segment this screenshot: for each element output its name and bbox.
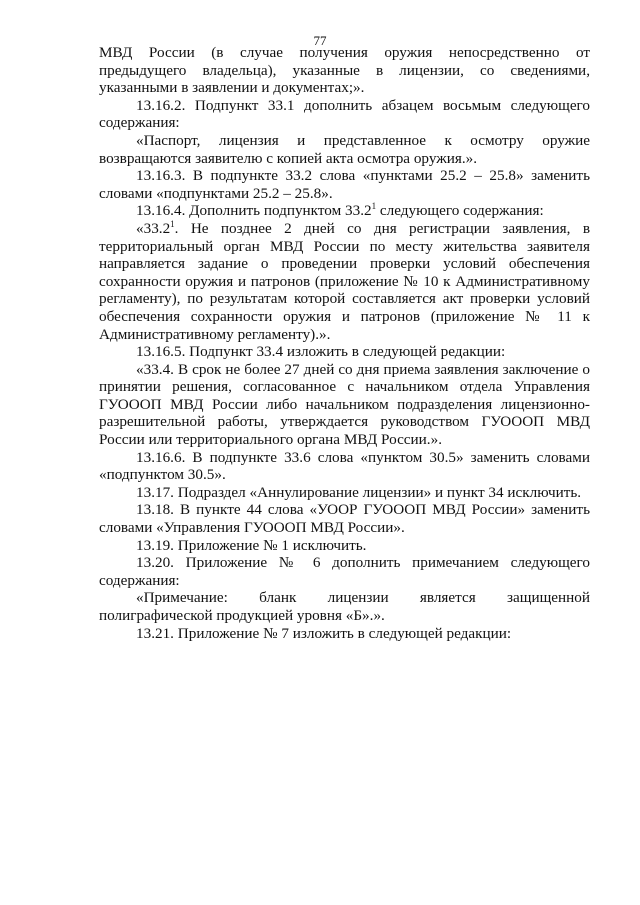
paragraph-continuation: МВД России (в случае получения оружия непосредственно от предыдущего владельца), указанные в лицензии, со сведениями, указанными в заявлении и документах;». <box>99 44 590 97</box>
paragraph-quote-note: «Примечание: бланк лицензии является защищенной полиграфической продукцией уровня «Б».». <box>99 589 590 624</box>
paragraph-13-21: 13.21. Приложение № 7 изложить в следующей редакции: <box>136 624 512 642</box>
paragraph-quote-passport: «Паспорт, лицензия и представленное к осмотру оружие возвращаются заявителю с копией акта осмотра оружия.». <box>99 131 590 167</box>
paragraph-13-16-3: 13.16.3. В подпункте 33.2 слова «пунктами 25.2 – 25.8» заменить словами «подпунктами 25.2 – 25.8». <box>99 167 590 202</box>
paragraph-quote-33-4: «33.4. В срок не более 27 дней со дня приема заявления заключение о принятии решения, согласованное с начальником отдела Управления ГУОООП МВД России либо начальником подразделения лицензионно-разрешительной работы, утверждается руководством ГУОООП МВД России или территориального органа МВД России.». <box>99 360 590 449</box>
paragraph-13-16-5: 13.16.5. Подпункт 33.4 изложить в следующей редакции: <box>136 343 506 361</box>
paragraph-13-16-4-text: 13.16.4. Дополнить подпунктом 33.2 <box>136 202 372 220</box>
paragraph-13-16-4 <box>99 202 590 220</box>
paragraph-quote-33-2-1-text: . Не позднее 2 дней со дня регистрации заявления, в территориальный орган МВД России по месту жительства заявителя направляется задание о проведении проверки условий обеспечения сохранности оружия и патронов (приложение № 10 к Административному регламенту), по результатам которой составляется акт проверки условий обеспечения сохранности оружия и патронов (приложение № 11 к Административному регламенту).». <box>99 219 590 343</box>
paragraph-13-19: 13.19. Приложение № 1 исключить. <box>136 536 367 554</box>
paragraph-quote-33-2-1-start: «33.2 <box>136 219 171 237</box>
paragraph-13-20: 13.20. Приложение № 6 дополнить примечанием следующего содержания: <box>99 554 590 589</box>
page-number: 77 <box>313 33 327 48</box>
paragraph-13-17: 13.17. Подраздел «Аннулирование лицензии» и пункт 34 исключить. <box>136 483 582 501</box>
paragraph-13-16-6: 13.16.6. В подпункте 33.6 слова «пунктом 30.5» заменить словами «подпунктом 30.5». <box>99 448 590 484</box>
superscript-marker: 1 <box>371 201 377 212</box>
paragraph-13-18: 13.18. В пункте 44 слова «УООР ГУОООП МВД России» заменить словами «Управления ГУОООП МВД России». <box>99 501 590 537</box>
paragraph-13-16-2: 13.16.2. Подпункт 33.1 дополнить абзацем восьмым следующего содержания: <box>99 96 590 132</box>
paragraph-13-16-4-text-end: следующего содержания: <box>376 202 544 220</box>
superscript-marker: 1 <box>170 218 175 229</box>
document-body <box>99 44 590 642</box>
paragraph-quote-33-2-1 <box>99 220 590 343</box>
